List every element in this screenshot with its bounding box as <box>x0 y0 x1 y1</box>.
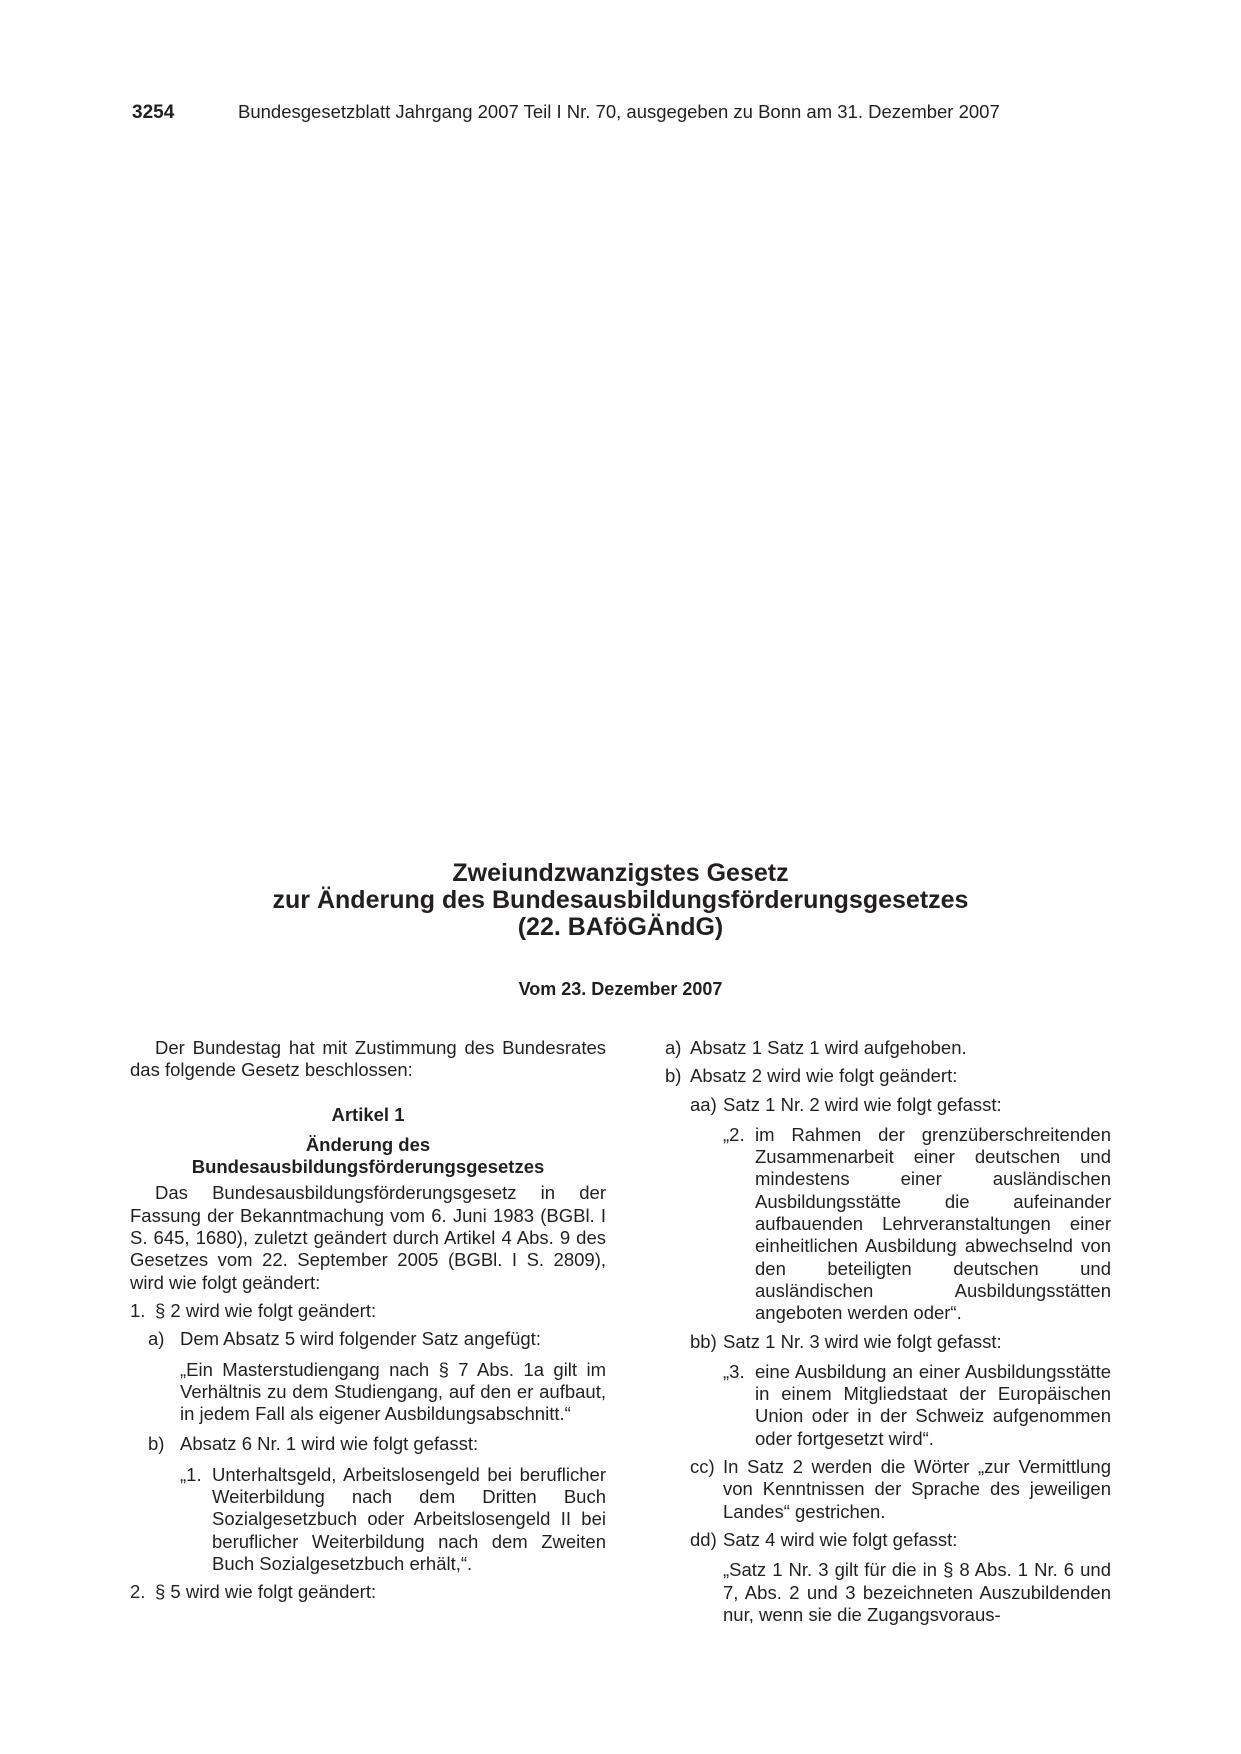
list-text: Satz 1 Nr. 2 wird wie folgt gefasst: <box>723 1093 1002 1115</box>
quote-text: eine Ausbildung an einer Ausbildungsstätte in einem Mitgliedstaat der Europäischen Union oder in der Schweiz aufgenommen oder fortgesetzt wird“. <box>755 1360 1111 1449</box>
quote-label: „3. <box>723 1360 745 1382</box>
list-text: Dem Absatz 5 wird folgender Satz angefügt: <box>180 1328 541 1350</box>
list-item-bb <box>665 1331 1111 1353</box>
list-label: dd) <box>690 1528 717 1550</box>
list-label: bb) <box>690 1330 717 1352</box>
list-label: a) <box>148 1328 165 1350</box>
list-text: Satz 4 wird wie folgt gefasst: <box>723 1528 958 1550</box>
list-label: b) <box>665 1065 682 1087</box>
list-label: b) <box>148 1433 165 1455</box>
law-date: Vom 23. Dezember 2007 <box>518 979 723 999</box>
list-label: 1. <box>130 1299 146 1321</box>
list-item-1b <box>130 1433 606 1455</box>
list-label: 2. <box>130 1581 146 1603</box>
quote-text: „Satz 1 Nr. 3 gilt für die in § 8 Abs. 1 Nr. 6 und 7, Abs. 2 und 3 bezeichneten Auszubildenden nur, wenn sie die Zugangsvoraus- <box>723 1559 1111 1625</box>
quote-label: „2. <box>723 1123 745 1145</box>
right-column <box>665 1037 1111 1626</box>
quote-text: Unterhaltsgeld, Arbeitslosengeld bei beruflicher Weiterbildung nach dem Dritten Buch Sozialgesetzbuch oder Arbeitslosengeld II bei beruflicher Weiterbildung nach dem Zweiten Buch Sozialgesetzbuch erhält,“. <box>212 1463 606 1574</box>
title-block <box>0 860 1241 1000</box>
left-column <box>130 1037 606 1604</box>
article-title-line1: Änderung des <box>305 1133 431 1155</box>
running-title: Bundesgesetzblatt Jahrgang 2007 Teil I Nr. 70, ausgegeben zu Bonn am 31. Dezember 2007 <box>238 101 1000 122</box>
quote-1b <box>130 1464 606 1575</box>
law-title-abbreviation: (22. BAföGÄndG) <box>517 913 724 941</box>
preamble: Der Bundestag hat mit Zustimmung des Bundesrates das folgende Gesetz beschlossen: <box>130 1037 606 1081</box>
list-item-1 <box>130 1300 606 1322</box>
list-text: Absatz 2 wird wie folgt geändert: <box>690 1065 958 1087</box>
list-item-2 <box>130 1581 606 1603</box>
quote-text: im Rahmen der grenzüberschreitenden Zusammenarbeit einer deutschen und mindestens einer ausländischen Ausbildungsstätte die aufeinander aufbauenden Lehrveranstaltungen einer einheitlichen Ausbildung abwechselnd von den beteiligten deutschen und ausländischen Ausbildungsstätten angeboten werden oder“. <box>755 1123 1111 1324</box>
article-heading: Artikel 1 <box>331 1103 405 1125</box>
list-text: In Satz 2 werden die Wörter „zur Vermittlung von Kenntnissen der Sprache des jeweiligen Landes“ gestrichen. <box>723 1456 1111 1522</box>
quote-1a <box>130 1359 606 1426</box>
quote-bb <box>665 1361 1111 1450</box>
list-text: § 5 wird wie folgt geändert: <box>155 1581 377 1603</box>
article-title-line2: Bundesausbildungsförderungsgesetzes <box>191 1156 545 1178</box>
quote-dd <box>665 1559 1111 1626</box>
list-label: cc) <box>690 1456 715 1478</box>
list-item-b <box>665 1065 1111 1087</box>
law-title-line2: zur Änderung des Bundesausbildungsförderungsgesetzes <box>272 886 969 914</box>
list-label: aa) <box>690 1093 717 1115</box>
page-number: 3254 <box>132 102 175 123</box>
list-item-dd <box>665 1529 1111 1551</box>
list-item-a <box>665 1037 1111 1059</box>
quote-aa <box>665 1124 1111 1325</box>
law-title-line1: Zweiundzwanzigstes Gesetz <box>452 859 789 887</box>
running-header <box>132 101 1151 124</box>
list-text: Satz 1 Nr. 3 wird wie folgt gefasst: <box>723 1330 1002 1352</box>
list-item-aa <box>665 1094 1111 1116</box>
list-item-1a <box>130 1328 606 1350</box>
article-body: Das Bundesausbildungsförderungsgesetz in der Fassung der Bekanntmachung vom 6. Juni 1983 (BGBl. I S. 645, 1680), zuletzt geändert durch Artikel 4 Abs. 9 des Gesetzes vom 22. September 2005 (BGBl. I S. 2809), wird wie folgt geändert: <box>130 1182 606 1293</box>
list-text: § 2 wird wie folgt geändert: <box>155 1299 377 1321</box>
list-text: Absatz 6 Nr. 1 wird wie folgt gefasst: <box>180 1433 479 1455</box>
quote-text: „Ein Masterstudiengang nach § 7 Abs. 1a gilt im Verhältnis zu dem Studiengang, auf den er aufbaut, in jedem Fall als eigener Ausbildungsabschnitt.“ <box>180 1358 606 1425</box>
list-label: a) <box>665 1037 682 1058</box>
list-item-cc <box>665 1456 1111 1523</box>
quote-label: „1. <box>180 1463 202 1485</box>
list-text: Absatz 1 Satz 1 wird aufgehoben. <box>690 1037 967 1058</box>
